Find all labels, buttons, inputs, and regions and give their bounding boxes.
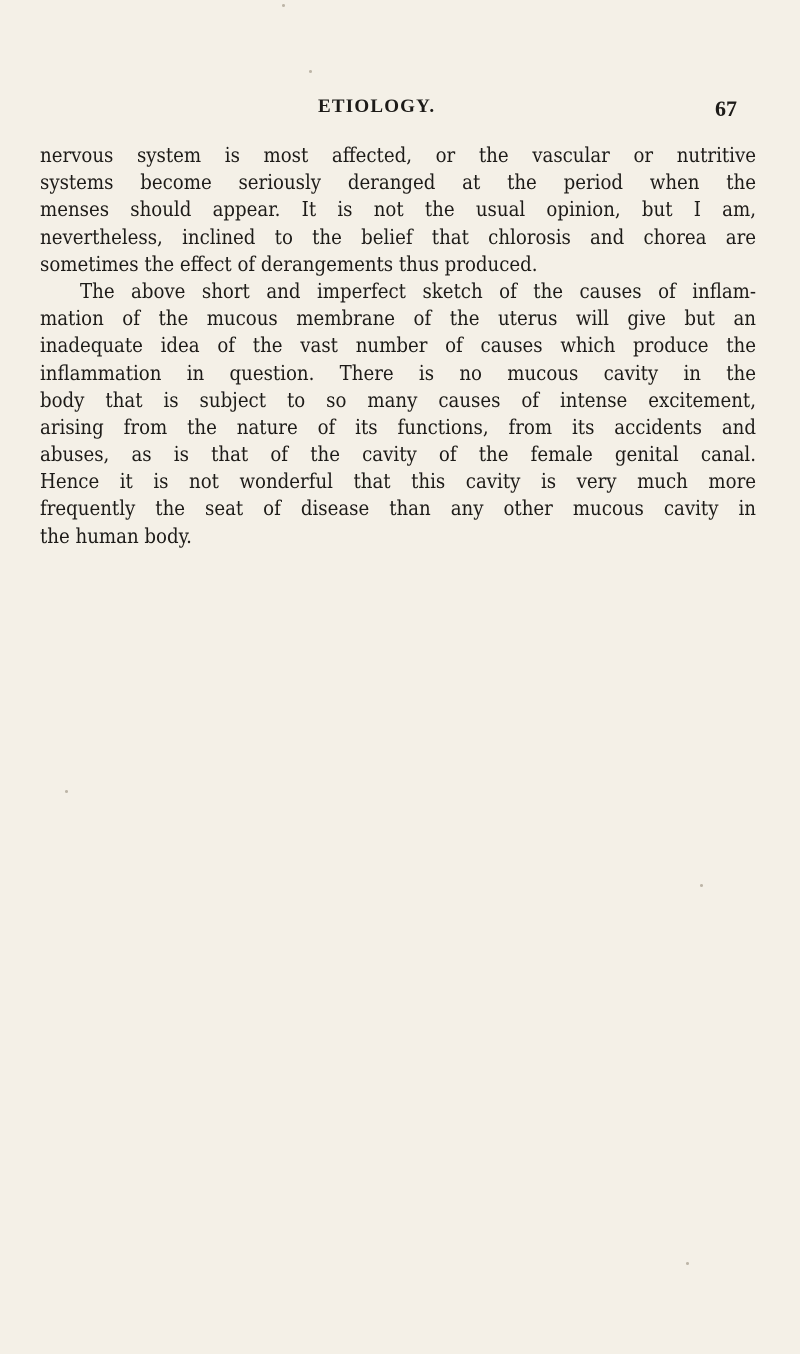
running-head: ETIOLOGY. [318, 96, 436, 117]
text-line: the human body. [40, 523, 192, 548]
paragraph-start-line: The above short and imperfect sketch of the causes of inflam- [80, 278, 756, 303]
paper-speck [686, 1262, 689, 1265]
text-line: nevertheless, inclined to the belief that chlorosis and chorea are [40, 224, 756, 249]
text-line: inflammation in question. There is no mucous cavity in the [40, 360, 756, 385]
text-line: sometimes the effect of derangements thus produced. [40, 251, 538, 276]
text-line: abuses, as is that of the cavity of the female genital canal. [40, 442, 756, 467]
paper-speck [282, 4, 285, 7]
text-line: inadequate idea of the vast number of causes which produce the [40, 333, 756, 358]
text-line: arising from the nature of its functions, from its accidents and [40, 414, 756, 439]
text-line: Hence it is not wonderful that this cavity is very much more [40, 469, 756, 494]
text-line: systems become seriously deranged at the period when the [40, 170, 756, 195]
paper-speck [65, 790, 68, 793]
text-line: nervous system is most affected, or the vascular or nutritive [40, 143, 756, 167]
text-line: body that is subject to so many causes of intense excitement, [40, 387, 756, 412]
page-number: 67 [715, 96, 737, 121]
text-line: frequently the seat of disease than any other mucous cavity in [40, 496, 756, 521]
text-line: menses should appear. It is not the usual opinion, but I am, [40, 197, 756, 222]
paper-speck [309, 70, 312, 73]
text-line: mation of the mucous membrane of the uterus will give but an [40, 306, 756, 331]
body-text [40, 142, 756, 550]
paper-speck [700, 884, 703, 887]
